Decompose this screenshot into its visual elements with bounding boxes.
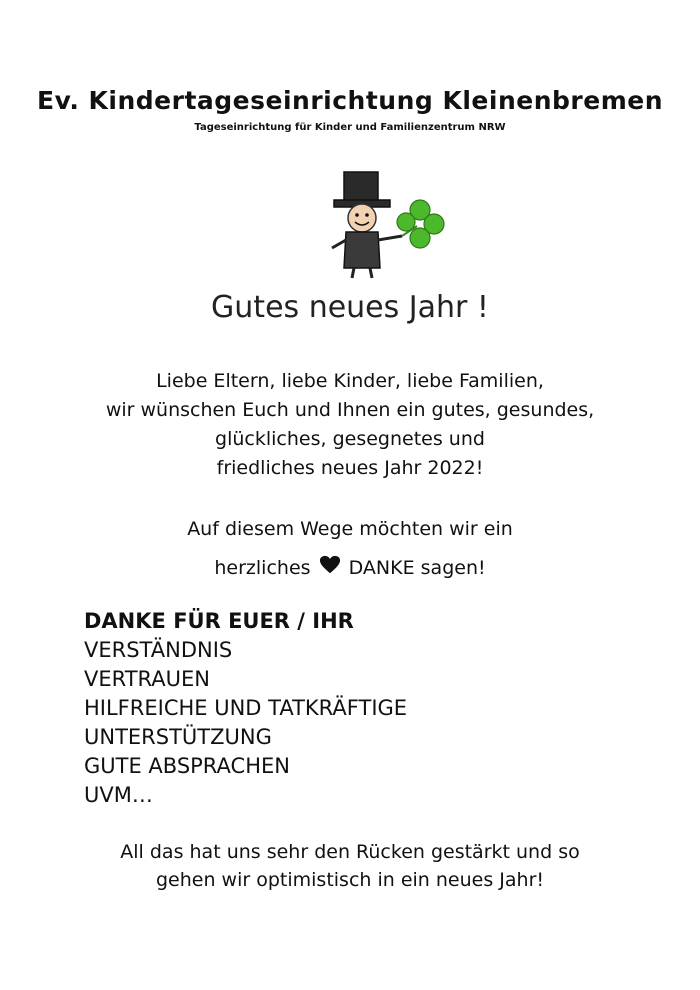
list-item: HILFREICHE UND TATKRÄFTIGE xyxy=(84,696,408,720)
thanks xyxy=(0,510,700,588)
closing-line: All das hat uns sehr den Rücken gestärkt und so xyxy=(120,841,580,863)
header-subtitle: Tageseinrichtung für Kinder und Familienzentrum NRW xyxy=(194,122,506,133)
thanks-line-1: Auf diesem Wege möchten wir ein xyxy=(187,518,513,540)
message-line: glückliches, gesegnetes und xyxy=(215,428,485,450)
heart-icon xyxy=(319,554,341,576)
thanks-after-heart: DANKE sagen! xyxy=(348,557,486,579)
header-title: Ev. Kindertageseinrichtung Kleinenbremen xyxy=(37,86,663,115)
message-line: wir wünschen Euch und Ihnen ein gutes, gesundes, xyxy=(105,399,595,421)
list-heading: DANKE FÜR EUER / IHR xyxy=(84,609,354,633)
greeting: Gutes neues Jahr ! xyxy=(211,290,489,325)
closing xyxy=(0,838,700,894)
thanks-list xyxy=(84,607,407,810)
message xyxy=(0,367,700,483)
list-item: GUTE ABSPRACHEN xyxy=(84,754,290,778)
closing-line: gehen wir optimistisch in ein neues Jahr! xyxy=(155,869,544,891)
message-line: friedliches neues Jahr 2022! xyxy=(216,457,484,479)
list-item: UVM… xyxy=(84,783,153,807)
thanks-before-heart: herzliches xyxy=(214,557,311,579)
list-item: UNTERSTÜTZUNG xyxy=(84,725,272,749)
chimney-sweep-with-clover-icon xyxy=(322,168,452,283)
list-item: VERSTÄNDNIS xyxy=(84,638,233,662)
thanks-line-2 xyxy=(0,549,700,588)
list-item: VERTRAUEN xyxy=(84,667,210,691)
message-line: Liebe Eltern, liebe Kinder, liebe Familien, xyxy=(156,370,544,392)
